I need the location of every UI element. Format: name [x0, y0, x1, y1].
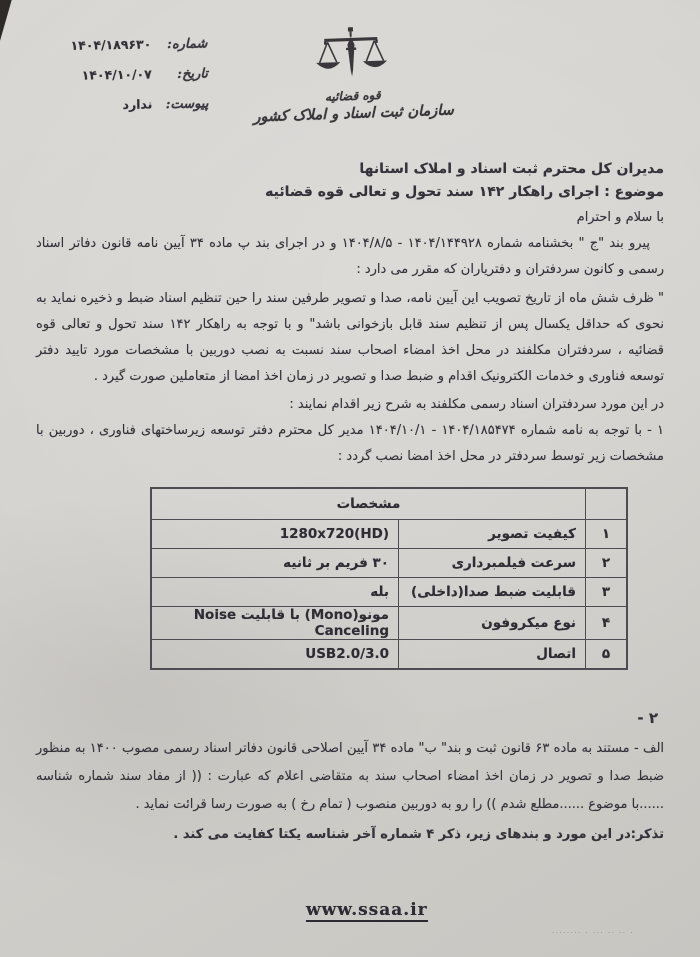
- spec-no-header-cell: [586, 488, 628, 520]
- spec-row-label: سرعت فیلمبرداری: [399, 549, 586, 578]
- spec-row-number: ۱: [586, 520, 628, 549]
- camera-spec-table: [150, 487, 628, 670]
- spec-table-header: مشخصات: [151, 488, 586, 520]
- spec-row-number: ۵: [586, 640, 628, 670]
- note-line: تذکر:در این مورد و بندهای زیر، ذکر ۴ شماره آخر شناسه یکتا کفایت می کند .: [173, 827, 664, 842]
- website-url: www.ssaa.ir: [306, 900, 428, 920]
- body-paragraph-2: " ظرف شش ماه از تاریخ تصویب این آیین نامه، صدا و تصویر طرفین سند را حین تنظیم اسناد ضبط و ذخیره نماید به نحوی که حداقل یکسال پس از تنظیم سند قابل بازخوانی باشد" و با توجه به راهکار ۱۴۲ سند تحول و تعالی قوه قضائیه ، سردفتران مکلفند در محل اخذ امضاء اصحاب سند نسبت به نصب دوربین با مشخصات مورد تایید دفتر توسعه فناوری و خدمات الکترونیک اقدام و ضبط صدا و تصویر در زمان اخذ امضا از متعاملین صورت گیرد .: [36, 291, 665, 384]
- letter-meta-block: [31, 35, 209, 128]
- spec-row-label: اتصال: [399, 640, 586, 670]
- letterhead: [250, 23, 453, 126]
- table-row: [151, 607, 627, 640]
- faint-print-marks: ········ · ··· ·· ·· ·: [552, 929, 634, 937]
- table-row: [151, 520, 627, 549]
- table-row: [151, 640, 627, 670]
- body-paragraph-1: پیرو بند "ج " بخشنامه شماره ۱۴۰۴/۱۴۴۹۲۸ - ۱۴۰۴/۸/۵ و در اجرای بند پ ماده ۳۴ آیین نامه قانون دفاتر اسناد رسمی و کانون سردفتران و دفتریاران که مقرر می دارد :: [36, 236, 664, 277]
- spec-row-label: نوع میکروفون: [399, 607, 586, 640]
- letter-attachment-value: ندارد: [122, 96, 153, 112]
- body-paragraph-3: در این مورد سردفتران اسناد رسمی مکلفند به شرح زیر اقدام نمایند :: [289, 397, 664, 412]
- section-2-heading: ۲ -: [637, 709, 658, 727]
- letter-date-row: [32, 65, 208, 88]
- organization-name: سازمان ثبت اسناد و املاک کشور: [253, 101, 455, 126]
- judiciary-name: قوه قضائیه: [324, 88, 381, 104]
- spec-row-value: 1280x720(HD): [151, 520, 399, 549]
- spec-row-number: ۳: [586, 578, 628, 607]
- letter-number-label: شماره:: [166, 36, 208, 53]
- spec-row-value: مونو(Mono) با قابلیت Noise Canceling: [151, 607, 399, 640]
- judiciary-scales-icon: [311, 25, 391, 90]
- spec-row-value: بله: [151, 578, 399, 607]
- letter-number-value: ۱۴۰۴/۱۸۹۶۳۰: [70, 36, 152, 53]
- photo-corner-artifact: [0, 0, 14, 49]
- letter-body: [36, 231, 664, 470]
- subject-line: موضوع : اجرای راهکار ۱۴۲ سند تحول و تعالی قوه قضائیه: [265, 184, 664, 200]
- spec-row-label: قابلیت ضبط صدا(داخلی): [399, 578, 586, 607]
- section-2: [36, 704, 664, 849]
- letter-attachment-label: پیوست:: [165, 96, 209, 113]
- letter-number-row: [31, 35, 207, 58]
- letter-date-label: تاریخ:: [177, 66, 209, 82]
- table-row: [151, 549, 627, 578]
- body-paragraph-4: ۱ - با توجه به نامه شماره ۱۴۰۴/۱۸۵۴۷۴ - ۱۴۰۴/۱۰/۱ مدیر کل محترم دفتر توسعه زیرساختهای فناوری ، دوربین با مشخصات زیر توسط سردفتر در محل اخذ امضا نصب گردد :: [36, 423, 664, 464]
- addressee-line: مدیران کل محترم ثبت اسناد و املاک استانها: [359, 161, 664, 177]
- spec-row-value: USB2.0/3.0: [151, 640, 399, 670]
- spec-row-value: ۳۰ فریم بر ثانیه: [151, 549, 399, 578]
- table-row: [151, 578, 627, 607]
- spec-row-number: ۴: [586, 607, 628, 640]
- salutation-line: با سلام و احترام: [576, 210, 664, 225]
- letter-attachment-row: [32, 95, 208, 118]
- section-2-item-a: الف - مستند به ماده ۶۳ قانون ثبت و بند" ب" ماده ۳۴ آیین اصلاحی قانون دفاتر اسناد رسمی مصوب ۱۴۰۰ به منظور ضبط صدا و تصویر در زمان اخذ امضاء اصحاب سند به متقاضی اعلام که عبارت : (( از مفاد سند شماره شناسه ......با موضوع ......مطلع شدم )) را رو به دوربین منصوب ( تمام رخ ) به صورت رسا قرائت نماید .: [36, 741, 665, 812]
- spec-row-label: کیفیت تصویر: [399, 520, 586, 549]
- spec-table-header-row: [151, 488, 627, 520]
- spec-row-number: ۲: [586, 549, 628, 578]
- letter-date-value: ۱۴۰۴/۱۰/۰۷: [81, 66, 152, 83]
